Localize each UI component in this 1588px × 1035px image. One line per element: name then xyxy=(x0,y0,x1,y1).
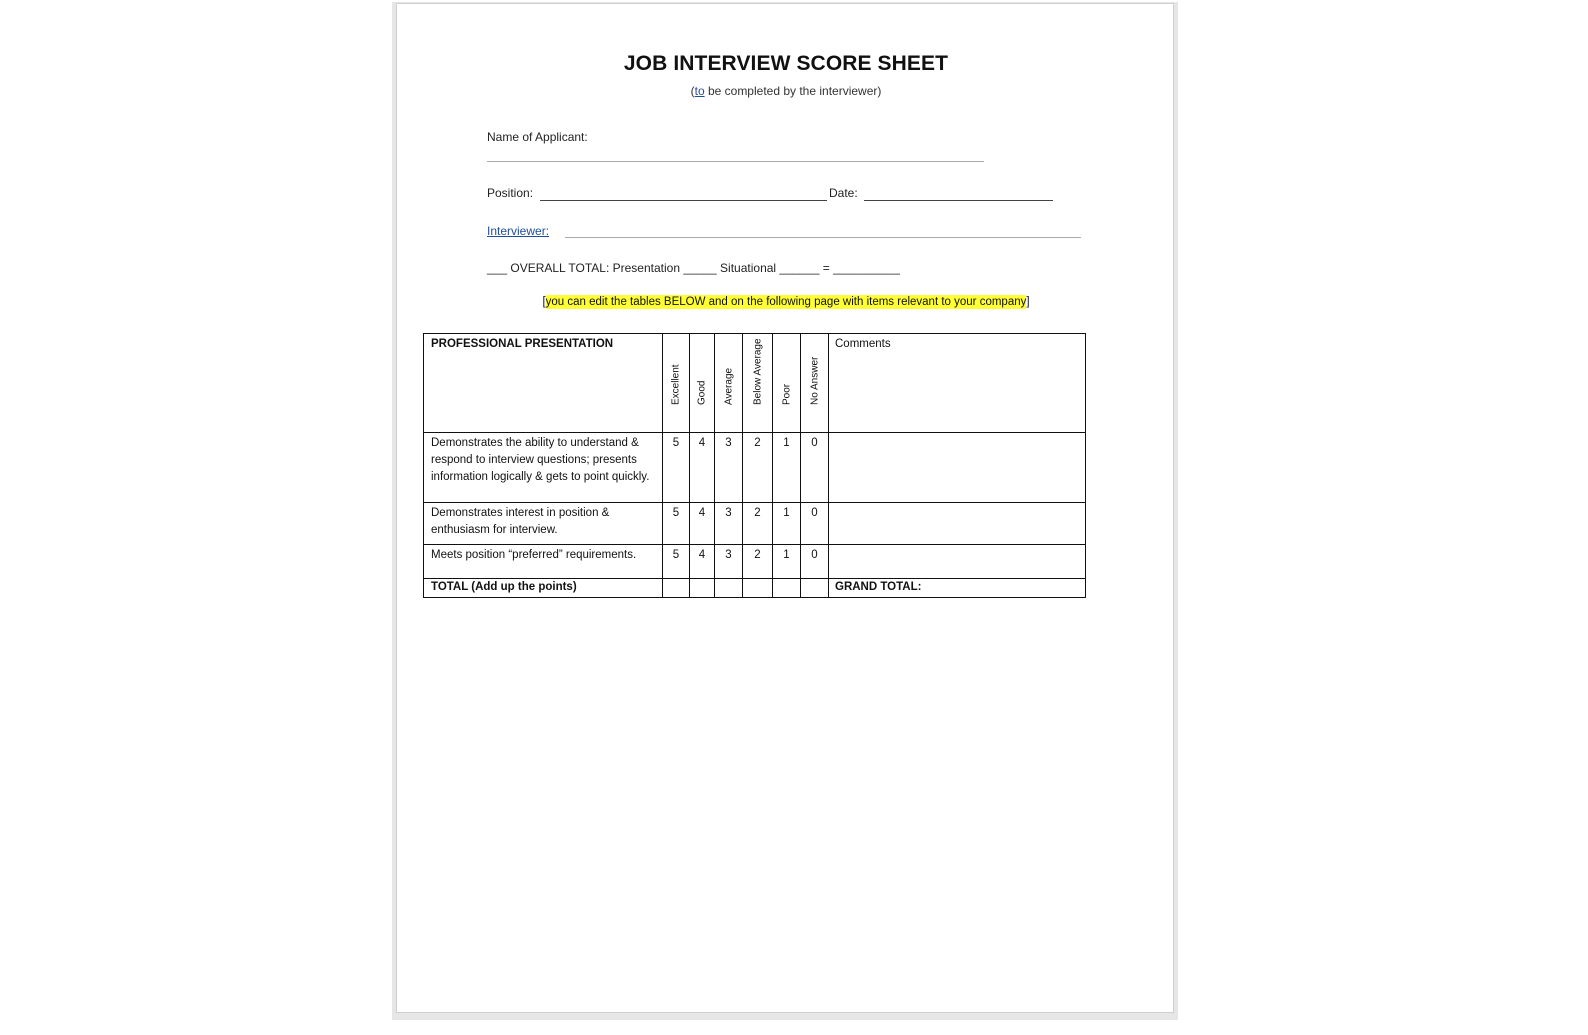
score-cell[interactable]: 2 xyxy=(743,503,773,545)
score-cell[interactable]: 4 xyxy=(690,503,715,545)
overall-total-text: OVERALL TOTAL: Presentation _____ Situational ______ = __________ xyxy=(507,261,900,275)
comments-header: Comments xyxy=(829,334,1086,433)
rating-header-no-answer: No Answer xyxy=(801,334,829,433)
score-cell[interactable]: 4 xyxy=(690,545,715,579)
note-close-bracket: ] xyxy=(1026,296,1030,308)
rating-header-poor: Poor xyxy=(773,334,801,433)
position-line[interactable] xyxy=(540,200,827,201)
table-row xyxy=(424,433,1086,503)
score-cell[interactable]: 0 xyxy=(801,503,829,545)
document-subtitle xyxy=(397,84,1175,98)
overall-prefix: ___ xyxy=(487,261,508,275)
rating-header-excellent: Excellent xyxy=(663,334,690,433)
grand-total-label: GRAND TOTAL: xyxy=(829,579,1086,598)
score-cell[interactable]: 1 xyxy=(773,503,801,545)
score-cell[interactable]: 3 xyxy=(715,503,743,545)
total-cell[interactable] xyxy=(715,579,743,598)
score-cell[interactable]: 2 xyxy=(743,545,773,579)
row-description: Demonstrates interest in position & enthusiasm for interview. xyxy=(424,503,663,545)
table-row xyxy=(424,545,1086,579)
note-open-bracket: [ xyxy=(542,296,546,308)
score-cell[interactable]: 3 xyxy=(715,433,743,503)
comments-cell[interactable] xyxy=(829,545,1086,579)
interviewer-line[interactable] xyxy=(565,237,1081,238)
score-cell[interactable]: 3 xyxy=(715,545,743,579)
score-cell[interactable]: 1 xyxy=(773,545,801,579)
total-cell[interactable] xyxy=(743,579,773,598)
rating-header-below-average: Below Average xyxy=(743,334,773,433)
edit-note xyxy=(397,296,1175,308)
rating-header-average: Average xyxy=(715,334,743,433)
total-cell[interactable] xyxy=(801,579,829,598)
name-of-applicant-label: Name of Applicant: xyxy=(487,130,588,144)
comments-cell[interactable] xyxy=(829,503,1086,545)
row-description: Meets position “preferred” requirements. xyxy=(424,545,663,579)
row-description: Demonstrates the ability to understand & respond to interview questions; presents information logically & gets to point quickly. xyxy=(424,433,663,503)
date-label: Date: xyxy=(829,186,858,200)
overall-total-line xyxy=(487,261,900,275)
total-row xyxy=(424,579,1086,598)
total-cell[interactable] xyxy=(663,579,690,598)
subtitle-link[interactable]: to xyxy=(694,84,705,98)
score-cell[interactable]: 4 xyxy=(690,433,715,503)
table-row xyxy=(424,503,1086,545)
position-label: Position: xyxy=(487,186,534,200)
comments-cell[interactable] xyxy=(829,433,1086,503)
score-cell[interactable]: 0 xyxy=(801,545,829,579)
score-cell[interactable]: 5 xyxy=(663,433,690,503)
rating-header-good: Good xyxy=(690,334,715,433)
interviewer-label[interactable]: Interviewer: xyxy=(487,224,550,238)
score-cell[interactable]: 5 xyxy=(663,503,690,545)
score-cell[interactable]: 5 xyxy=(663,545,690,579)
date-line[interactable] xyxy=(864,200,1053,201)
score-cell[interactable]: 2 xyxy=(743,433,773,503)
document-title: JOB INTERVIEW SCORE SHEET xyxy=(623,52,949,75)
score-cell[interactable]: 1 xyxy=(773,433,801,503)
total-cell[interactable] xyxy=(773,579,801,598)
subtitle-text: be completed by the interviewer) xyxy=(704,84,882,98)
total-label: TOTAL (Add up the points) xyxy=(424,579,663,598)
table-header-row xyxy=(424,334,1086,433)
subtitle-open-paren: ( xyxy=(690,84,695,98)
section-title: PROFESSIONAL PRESENTATION xyxy=(424,334,663,433)
score-table xyxy=(423,333,1086,598)
edit-note-highlight: you can edit the tables BELOW and on the following page with items relevant to your company xyxy=(545,296,1027,308)
score-cell[interactable]: 0 xyxy=(801,433,829,503)
name-of-applicant-line[interactable] xyxy=(487,161,984,162)
total-cell[interactable] xyxy=(690,579,715,598)
document-page xyxy=(396,3,1174,1013)
